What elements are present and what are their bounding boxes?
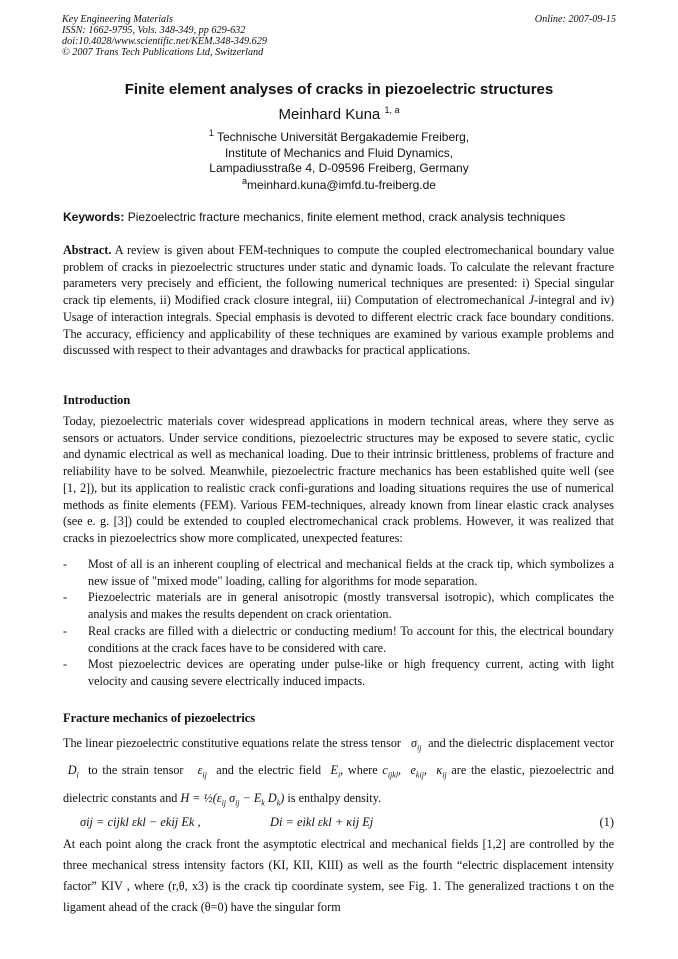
epsilon-ij-symbol: $\varepsilon_{ij}$ xyxy=(197,763,207,780)
keywords xyxy=(63,210,623,224)
copyright: © 2007 Trans Tech Publications Ltd, Switzerland xyxy=(62,47,264,58)
equation-1-left: σij = cijkl εkl − ekij Ek , xyxy=(80,815,201,829)
affiliation-line-3: Lampadiusstraße 4, D-09596 Freiberg, Germany xyxy=(209,161,469,175)
introduction-paragraph: Today, piezoelectric materials cover widespread applications in modern technical areas, where they serve as sensors or actuators. Under service conditions, piezoelectric structures may be exposed to severe static, cyclic and dynamic electrical as well as mechanical loading. Due to their intrinsic brittleness, problems of fracture and reliability have to be solved. Meanwhile, piezoelectric fracture mechanics has been established quite well (see [1, 2]), but its application to realistic crack confi-gurations and loading situations requires the use of numerical methods as finite elements (FEM). Various FEM-techniques, already known from linear elastic crack analyses (see e. g. [3]) could be extended to coupled electromechanical crack problems. However, it was realized that cracks in piezoelectrics show more complicated, unexpected features: xyxy=(63,414,614,545)
list-item: - Real cracks are filled with a dielectric or conducting medium! To account for this, the electrical boundary conditions at the crack faces have to be considered with care. xyxy=(63,623,614,655)
affiliation-line-2: Institute of Mechanics and Fluid Dynamics, xyxy=(224,145,454,160)
journal-name: Key Engineering Materials xyxy=(62,14,173,25)
e-i-symbol: $E_i$ xyxy=(330,763,341,780)
abstract-text-b: -integral and iv) Usage of interaction integrals. Special emphasis is devoted to different electric crack face boundary conditions. The accuracy, efficiency and applicability of these techniques are examined by various example problems and discussed with respect to their advantages and drawbacks for practical applications. xyxy=(63,293,614,358)
equation-1 xyxy=(80,815,614,830)
author-sup: 1, a xyxy=(384,105,400,115)
abstract-label: Abstract. xyxy=(63,243,112,257)
affiliation-sup: 1 xyxy=(208,128,214,138)
keywords-text: Piezoelectric fracture mechanics, finite element method, crack analysis techniques xyxy=(127,210,566,224)
constants-symbols: $c_{ijkl}$, $e_{kij}$, $\kappa_{ij}$ xyxy=(382,763,447,780)
sigma-ij-symbol: $\sigma_{ij}$ xyxy=(410,736,422,753)
email xyxy=(0,176,678,192)
keywords-label: Keywords: xyxy=(63,210,125,224)
introduction-bullets xyxy=(63,556,614,690)
abstract xyxy=(63,242,614,359)
equation-1-right: Di = eikl εkl + κij Ej xyxy=(270,815,374,829)
enthalpy-formula: $H = \frac{1}{2}(\varepsilon_{ij}$ $\sigma_{ij} - E_k$ $D_k$) xyxy=(180,790,285,808)
author-name: Meinhard Kuna xyxy=(278,106,381,123)
section-introduction-heading: Introduction xyxy=(63,393,131,407)
doi: doi:10.4028/www.scientific.net/KEM.348-349.629 xyxy=(62,36,267,47)
affiliation-line-1: Technische Universität Bergakademie Freiberg, xyxy=(217,130,470,144)
abstract-j: J xyxy=(528,293,535,308)
asymptotic-paragraph: At each point along the crack front the asymptotic electrical and mechanical fields [1,2] are controlled by the three mechanical stress intensity factors (KI, KII, KIII) as well as the fourth “electric displacement intensity factor” KIV , where (r,θ, x3) is the crack tip coordinate system, see Fig. 1. The generalized tractions t on the ligament ahead of the crack (θ=0) have the singular form xyxy=(63,837,614,914)
email-address: meinhard.kuna@imfd.tu-freiberg.de xyxy=(247,178,436,192)
list-item: - Piezoelectric materials are in general anisotropic (mostly transversal isotropic), which complicates the analysis and makes the results dependent on crack orientation. xyxy=(63,590,614,622)
issn: ISSN: 1662-9795, Vols. 348-349, pp 629-632 xyxy=(62,25,246,36)
list-item: - Most of all is an inherent coupling of electrical and mechanical fields at the crack tip, which symbolizes a new issue of "mixed mode" loading, calling for algorithms for mode separation. xyxy=(63,557,614,588)
author xyxy=(0,105,678,123)
email-sup: a xyxy=(242,176,248,186)
affiliation xyxy=(0,126,678,177)
abstract-text-a: A review is given about FEM-techniques to compute the coupled electromechanical boundary value problem of cracks in piezoelectric structures under static and dynamic loads. To calculate the relevant fracture parameters very precisely and efficient, the following numerical techniques are presented: i) Special singular crack tip elements, ii) Modified crack closure integral, iii) Computation of electromechanical xyxy=(63,243,614,308)
paper-title: Finite element analyses of cracks in piezoelectric structures xyxy=(124,81,554,98)
constitutive-paragraph: The linear piezoelectric constitutive equations relate the stress tensor $\sigma_{ij}$ and the dielectric displacement vector $D_i$ to the strain tensor $\varepsilon_{ij}$ and the electric field $E_i$, where $c_{ijkl}$, $e_{kij}$, $\kappa_{ij}$ are the elastic, piezoelectric and dielectric constants and $H = \frac{1}{2}(\varepsilon_{ij}$ $\sigma_{ij} - E_k$ $D_k$) is enthalpy density. xyxy=(63,736,615,808)
journal-header xyxy=(62,14,616,58)
equation-1-number: (1) xyxy=(599,815,614,829)
online-date: Online: 2007-09-15 xyxy=(534,14,616,25)
d-i-symbol: $D_i$ xyxy=(67,763,79,780)
section-fracture-heading: Fracture mechanics of piezoelectrics xyxy=(63,711,256,725)
list-item: - Most piezoelectric devices are operating under pulse-like or high frequency current, acting with light velocity and causing severe electrically induced impacts. xyxy=(63,657,614,688)
